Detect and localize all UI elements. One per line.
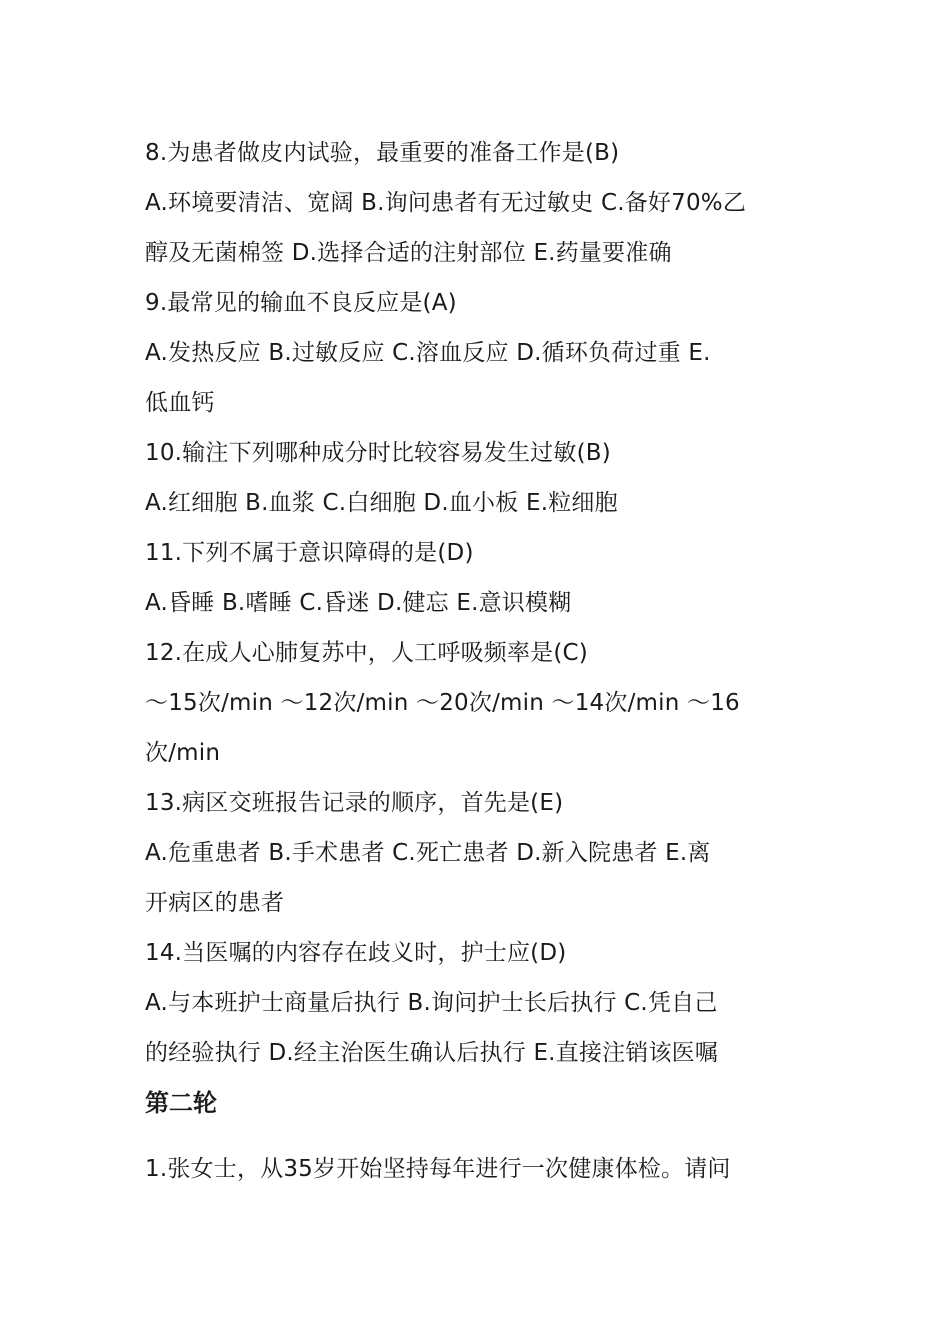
document-body: [145, 128, 810, 1194]
question-9-options-line-1: A.发热反应 B.过敏反应 C.溶血反应 D.循环负荷过重 E.: [145, 340, 711, 366]
question-14-options-line-1: A.与本班护士商量后执行 B.询问护士长后执行 C.凭自己: [145, 990, 718, 1016]
question-10-options: A.红细胞 B.血浆 C.白细胞 D.血小板 E.粒细胞: [145, 490, 618, 516]
question-13-stem: 13.病区交班报告记录的顺序，首先是(E): [145, 790, 564, 816]
question-12-options-line-1: ～15次/min ～12次/min ～20次/min ～14次/min ～16: [145, 690, 740, 716]
section-heading: 第二轮: [145, 1089, 217, 1117]
question-14-stem: 14.当医嘱的内容存在歧义时，护士应(D): [145, 940, 567, 966]
question-8-stem: 8.为患者做皮内试验，最重要的准备工作是(B): [145, 140, 620, 166]
question-13-options-line-1: A.危重患者 B.手术患者 C.死亡患者 D.新入院患者 E.离: [145, 840, 711, 866]
question-10-stem: 10.输注下列哪种成分时比较容易发生过敏(B): [145, 440, 611, 466]
question-14-options-line-2: 的经验执行 D.经主治医生确认后执行 E.直接注销该医嘱: [145, 1040, 719, 1066]
question-11-options: A.昏睡 B.嗜睡 C.昏迷 D.健忘 E.意识模糊: [145, 590, 572, 616]
question-9-stem: 9.最常见的输血不良反应是(A): [145, 290, 457, 316]
question-12-stem: 12.在成人心肺复苏中，人工呼吸频率是(C): [145, 640, 588, 666]
question-11-stem: 11.下列不属于意识障碍的是(D): [145, 540, 474, 566]
question-8-options-line-2: 醇及无菌棉签 D.选择合适的注射部位 E.药量要准确: [145, 240, 672, 266]
question-8-options-line-1: A.环境要清洁、宽阔 B.询问患者有无过敏史 C.备好70%乙: [145, 190, 747, 216]
question-9-options-line-2: 低血钙: [145, 390, 215, 416]
round-2-question-1-stem: 1.张女士，从35岁开始坚持每年进行一次健康体检。请问: [145, 1156, 731, 1182]
question-13-options-line-2: 开病区的患者: [145, 890, 285, 916]
question-12-options-line-2: 次/min: [145, 740, 221, 766]
